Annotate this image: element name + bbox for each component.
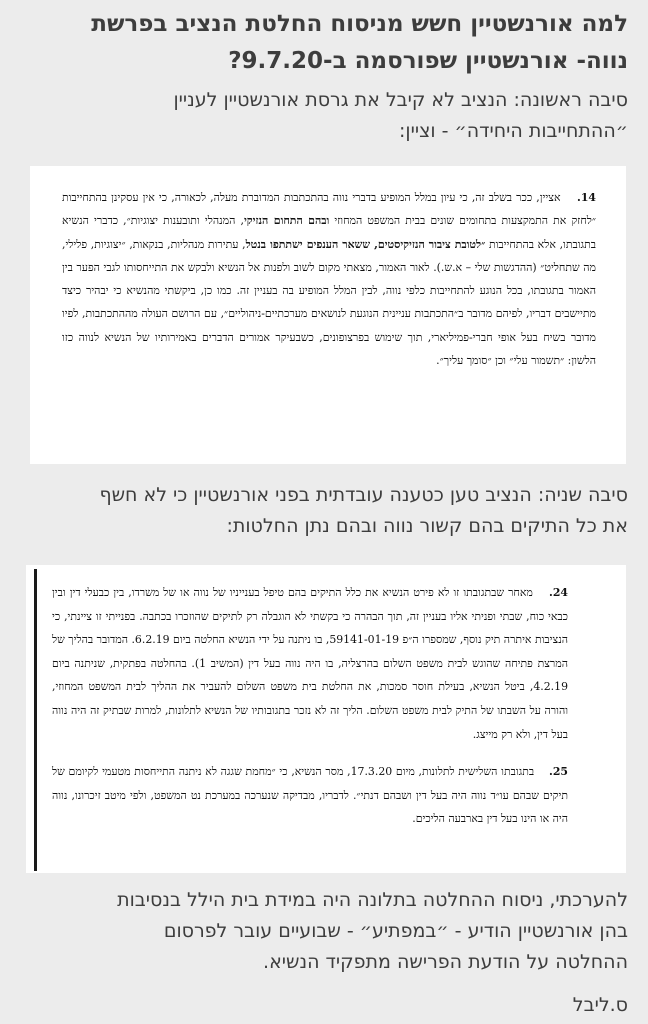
excerpt-2-paragraph-25: [52, 760, 568, 831]
bold-emphasis: ״לטובת ציבור הנזיקיסטים, ששאר הענפים ישתתפו בנטל: [245, 237, 486, 251]
reason-1-line-2: ״ההתחייבות היחידה״ - וציין:: [399, 120, 628, 142]
document-excerpt-2: [26, 565, 626, 873]
conclusion-paragraph: [14, 885, 628, 978]
document-excerpt-1: [30, 166, 626, 464]
reason-1-paragraph: [14, 85, 628, 147]
paragraph-number: 14.: [577, 191, 596, 204]
excerpt-text: בתגובתו השלישית לתלונות, מיום 17.3.20, מסר הנשיא, כי ״מחמת שגגה לא ניתנה התייחסות מטעמי לקיומם של תיקים שבהם עו״ד נווה היה בעל דין ושבהם דנתי״. לדבריו, מבדיקה שנערכה במערכת נט המשפט, ולפי מיטב זיכרונו, נווה היה או הינו בעל דין בארבעה הליכים.: [52, 765, 568, 826]
conclusion-line-2: בהן אורנשטיין הודיע - ״במפתיע״ - שבועיים עובר לפרסום: [163, 920, 628, 942]
reason-2-line-1: סיבה שניה: הנציב טען כטענה עובדתית בפני אורנשטיין כי לא חשף: [99, 484, 628, 506]
excerpt-2-paragraph-24: [52, 581, 568, 746]
excerpt-text: , המנהלי ותובענות יצוגיות״, כדברי הנשיא בתגובתו, אלא בהתחייבות: [62, 214, 596, 251]
bold-emphasis: ובהם התחום הנזיקי: [243, 214, 330, 228]
excerpt-text: , עתירות מנהליות, בנקאות, ״יצוגיות, פלילי, מה שתחליט״ (ההדגשות שלי – א.ש.). לאור האמור, מצאתי מקום לשוב ולפנות אל הנשיא ולבקש את התייחסותו לגבי הפער בין האמור בתגובתו, בכל הנוגע להתחייבות כלפי נווה, לבין המלל המופיע בה בעניין זה. כמו כן, ביקשתי מהנשיא כי יבהיר כיצד מתיישבים דבריו, לפיהם מדובר ב״התכתבות עניינית הנוגעת לנושאים מערכתיים-ניהוליים״, עם הרושם העולה מההתכתבות, לפיו מדובר בשיח בעל אופי חברי-פמיליארי, תוך שימוש בפרצופונים, כשבעיקר אמורים הדברים באמירותיו של הנשיא לנווה כזו הלשון: ״תשמור עלי״ וכן ״סומך עליך״.: [62, 237, 596, 368]
post-title: [14, 6, 628, 80]
paragraph-number: 25.: [549, 765, 568, 779]
post-title-line-1: למה אורנשטיין חשש מניסוח החלטת הנציב בפרשת: [91, 11, 628, 37]
paragraph-number: 24.: [549, 586, 568, 599]
excerpt-text: אציין, ככר בשלב זה, כי עיון במלל המופיע בדברי נווה בהתכתבות המדוברת מעלה, לכאורה, כי אין עסקינן בהתחייבות ״לחזק את התמקצעות בתחומים שונים בבית המשפט המחוזי: [62, 191, 597, 228]
reason-2-line-2: את כל התיקים בהם קשור נווה ובהם נתן החלטות:: [226, 515, 628, 537]
reason-2-paragraph: [14, 480, 628, 542]
excerpt-text: מאחר שבתגובתו זו לא פירט הנשיא את כלל התיקים בהם טיפל בענייניו של נווה או של משרדו, בין כבעלי דין ובין כבאי כוח, שבתי ופניתי אליו בעניין זה, תוך הבהרה כי בקשתי לא הוגבלה רק לתיקים שהוזכרו בכתבה. בפנייתי זו ציינתי, כי הנציבות איתרה תיק נוסף, שמספרו ה״פ 59141-01-19, בו ניתנה על ידי הנשיא החלטה ביום 6.2.19. המדובר בהליך של המרצת פתיחה שהוגש לבית משפט השלום בהרצליה, בו היה נווה בעל דין (המשיב 1). בהחלטה בפתקית, שניתנה ביום 4.2.19, ביטל הנשיא, בעילת חוסר סמכות, את החלטת בית משפט השלום להעביר את ההליך לבית המשפט המחוזי, והורה על השבתו של התיק לבית משפט השלום. הליך זה לא נזכר בתגובותיו של הנשיא לתלונות, למרות שבתיק זה היה נווה בעל דין, ולא רק מייצג.: [52, 586, 568, 741]
conclusion-line-1: להערכתי, ניסוח ההחלטה בתלונה היה במידת בית הילל בנסיבות: [117, 889, 628, 911]
excerpt-1-paragraph: [62, 186, 596, 372]
document-margin-line: [34, 569, 37, 871]
signature: ס.ליבל: [572, 994, 628, 1016]
reason-1-line-1: סיבה ראשונה: הנציב לא קיבל את גרסת אורנשטיין לעניין: [173, 89, 628, 111]
post-title-line-2: נווה- אורנשטיין שפורסמה ב-9.7.20?: [228, 48, 628, 74]
conclusion-line-3: ההחלטה על הודעת הפרישה מתפקיד הנשיא.: [263, 951, 628, 973]
